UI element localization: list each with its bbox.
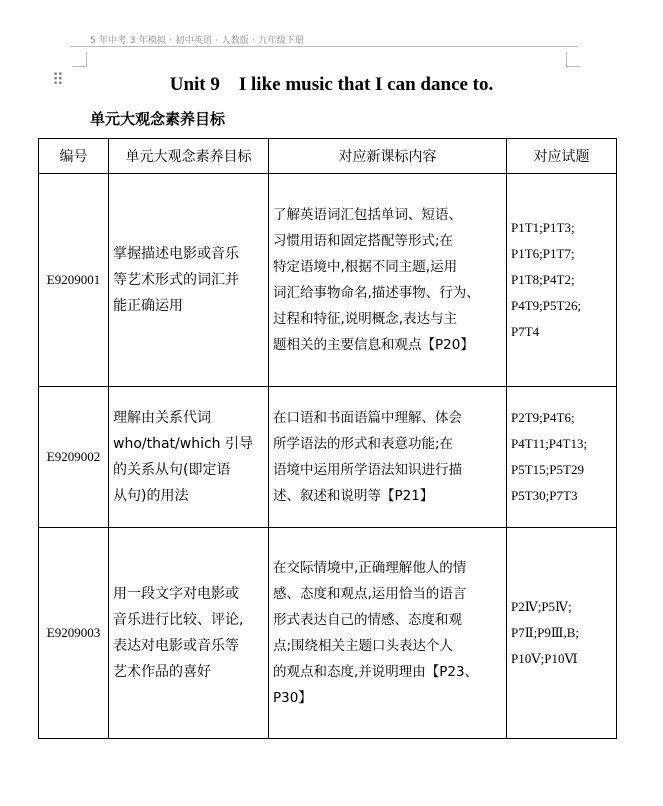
header-curriculum: 对应新课标内容 — [269, 139, 507, 174]
items-line: P2T9;P4T6; — [511, 410, 575, 425]
curriculum-line: 感、态度和观点,运用恰当的语言 — [273, 586, 467, 602]
curriculum-line: 语境中运用所学语法知识进行描 — [273, 462, 462, 478]
row-goal — [109, 174, 269, 387]
unit-title-text: Unit 9 I like music that I can dance to. — [169, 74, 494, 95]
items-line: P4T9;P5T26; — [511, 298, 582, 313]
goal-line: 掌握描述电影或音乐 — [113, 246, 239, 262]
curriculum-line: 习惯用语和固定搭配等形式;在 — [273, 233, 454, 249]
items-line: P4T11;P4T13; — [511, 436, 588, 451]
goal-line: 表达对电影或音乐等 — [113, 638, 239, 654]
crop-mark-top-right — [566, 52, 581, 67]
items-line: P7T4 — [511, 324, 540, 339]
goal-line: 从句)的用法 — [113, 488, 189, 504]
row-code: E9209001 — [39, 174, 109, 387]
header-goal: 单元大观念素养目标 — [109, 139, 269, 174]
items-line: P5T15;P5T29 — [511, 462, 584, 477]
goal-line: 的关系从句(即定语 — [113, 462, 231, 478]
row-items — [507, 174, 617, 387]
row-items — [507, 528, 617, 739]
header-rule — [70, 46, 578, 47]
goal-line: 音乐进行比较、评论, — [113, 612, 244, 628]
row-goal — [109, 387, 269, 528]
crop-mark-top-left — [72, 52, 87, 67]
curriculum-line: 特定语境中,根据不同主题,运用 — [273, 259, 458, 275]
curriculum-line: 在交际情境中,正确理解他人的情 — [273, 560, 467, 576]
table-row — [39, 528, 617, 739]
row-curriculum — [269, 387, 507, 528]
header-items: 对应试题 — [507, 139, 617, 174]
items-line: P5T30;P7T3 — [511, 488, 578, 503]
curriculum-line: 所学语法的形式和表意功能;在 — [273, 436, 454, 452]
goals-table — [38, 138, 617, 739]
curriculum-line: 的观点和态度,并说明理由【P23、 — [273, 664, 479, 680]
running-header: 5 年中考 3 年模拟 · 初中英语 · 人教版 · 九年级下册 — [90, 36, 305, 46]
curriculum-line: 题相关的主要信息和观点【P20】 — [273, 337, 474, 353]
goal-line: 用一段文字对电影或 — [113, 586, 239, 602]
table-row — [39, 174, 617, 387]
row-goal — [109, 528, 269, 739]
curriculum-line: 过程和特征,说明概念,表达与主 — [273, 311, 458, 327]
table-row — [39, 387, 617, 528]
table-header-row — [39, 139, 617, 174]
row-curriculum — [269, 174, 507, 387]
goal-line: 理解由关系代词 — [113, 410, 211, 426]
header-code: 编号 — [39, 139, 109, 174]
items-line: P7Ⅱ;P9Ⅲ,B; — [511, 625, 579, 640]
curriculum-line: 述、叙述和说明等【P21】 — [273, 488, 434, 504]
row-items — [507, 387, 617, 528]
goal-line: 艺术作品的喜好 — [113, 664, 211, 680]
items-line: P1T8;P4T2; — [511, 272, 575, 287]
items-line: P10Ⅴ;P10Ⅵ — [511, 651, 578, 666]
row-code: E9209003 — [39, 528, 109, 739]
curriculum-line: 形式表达自己的情感、态度和观 — [273, 612, 462, 628]
curriculum-line: 了解英语词汇包括单词、短语、 — [273, 207, 462, 223]
goal-line: 等艺术形式的词汇并 — [113, 272, 239, 288]
curriculum-line: 词汇给事物命名,描述事物、行为、 — [273, 285, 480, 301]
goal-line: 能正确运用 — [113, 298, 183, 314]
curriculum-line: 在口语和书面语篇中理解、体会 — [273, 410, 462, 426]
items-line: P2Ⅳ;P5Ⅳ; — [511, 599, 572, 614]
goal-line: who/that/which 引导 — [113, 436, 253, 452]
curriculum-line: 点;围绕相关主题口头表达个人 — [273, 638, 454, 654]
items-line: P1T1;P1T3; — [511, 220, 575, 235]
section-heading: 单元大观念素养目标 — [90, 110, 226, 128]
row-curriculum — [269, 528, 507, 739]
curriculum-line: P30】 — [273, 690, 312, 706]
unit-title — [0, 70, 663, 96]
row-code: E9209002 — [39, 387, 109, 528]
items-line: P1T6;P1T7; — [511, 246, 575, 261]
drag-handle-icon[interactable]: ⠿ — [52, 70, 64, 89]
